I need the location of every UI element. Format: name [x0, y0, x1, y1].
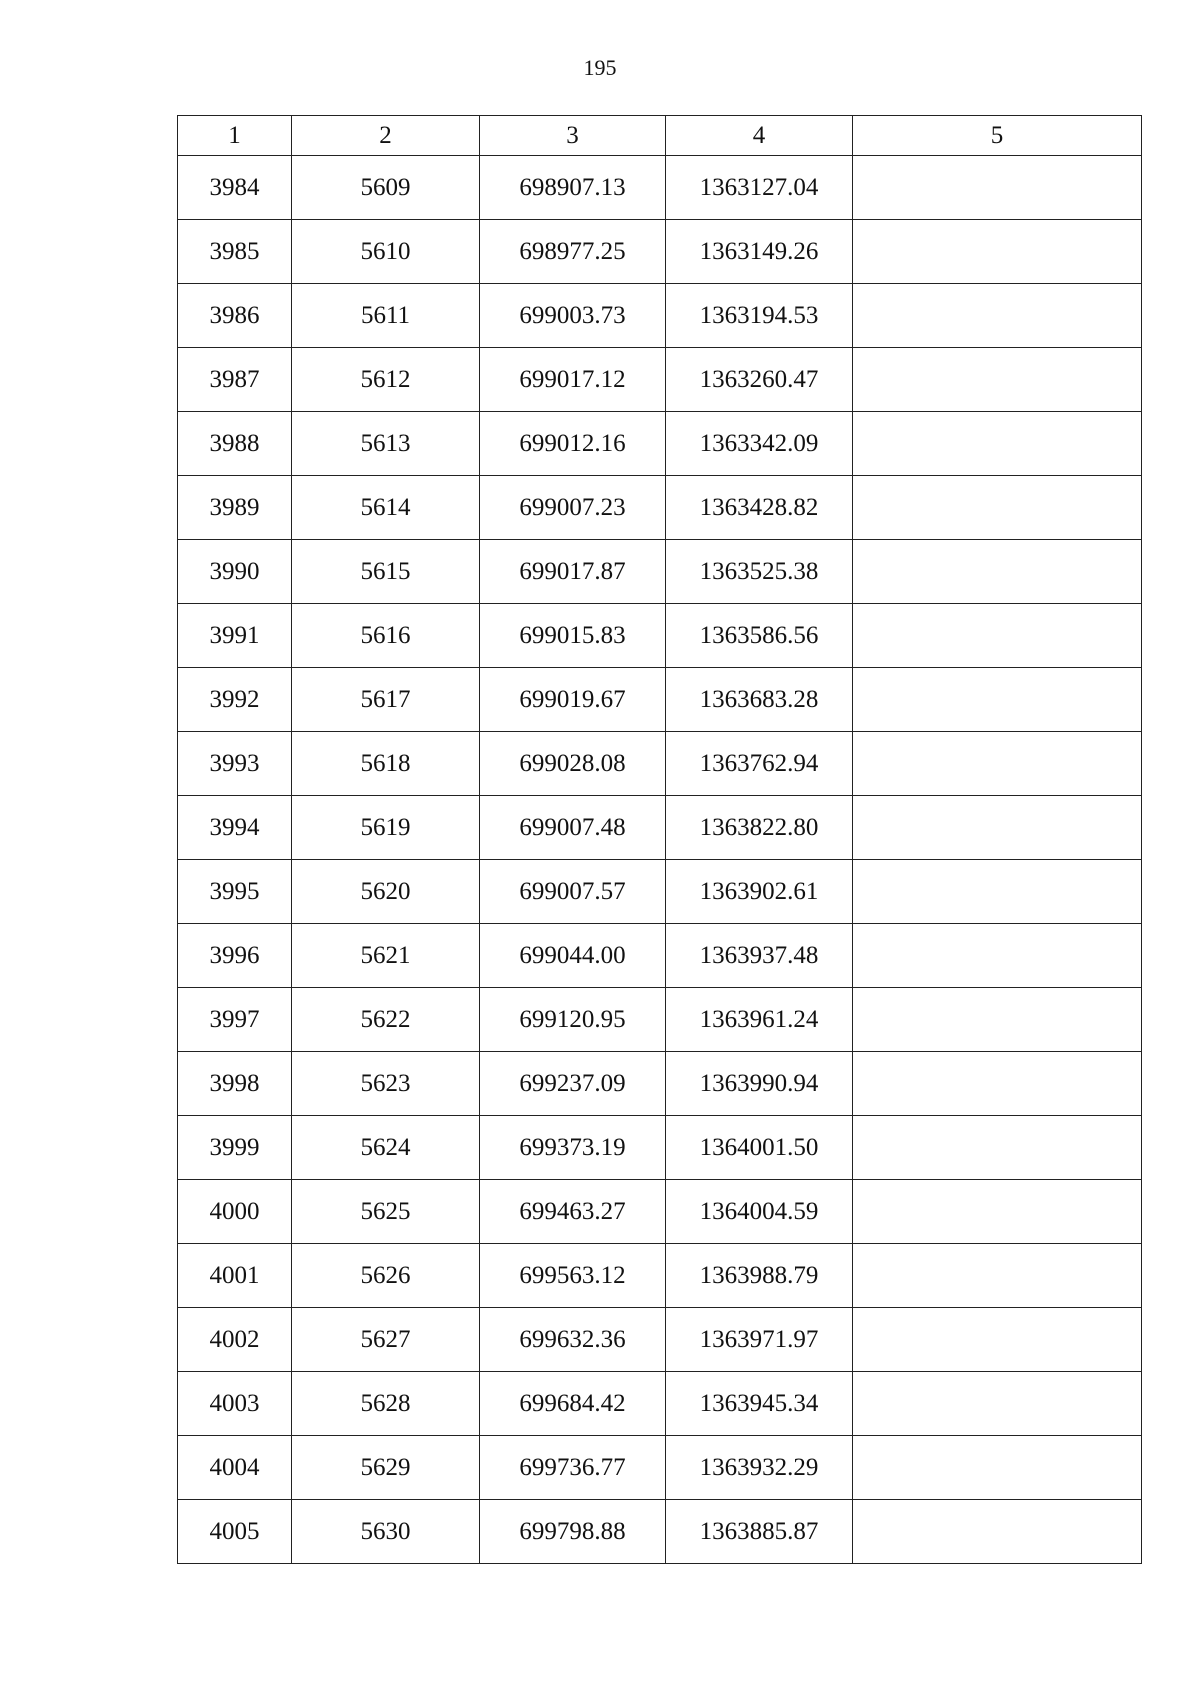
table-cell [853, 860, 1142, 924]
table-cell: 5620 [292, 860, 480, 924]
table-cell [853, 732, 1142, 796]
table-row [178, 668, 1142, 732]
table-cell: 1363149.26 [666, 220, 853, 284]
table-row [178, 156, 1142, 220]
table-cell: 4004 [178, 1436, 292, 1500]
table-cell: 1364001.50 [666, 1116, 853, 1180]
table-cell: 4005 [178, 1500, 292, 1564]
table-cell: 5614 [292, 476, 480, 540]
table-cell [853, 476, 1142, 540]
table-cell: 1363194.53 [666, 284, 853, 348]
table-body [178, 156, 1142, 1564]
table-cell: 699120.95 [480, 988, 666, 1052]
table-header-row [178, 116, 1142, 156]
table-cell: 4002 [178, 1308, 292, 1372]
table-row [178, 348, 1142, 412]
table-cell: 1363822.80 [666, 796, 853, 860]
table-cell: 699007.57 [480, 860, 666, 924]
table-cell [853, 1116, 1142, 1180]
table-cell: 1363428.82 [666, 476, 853, 540]
column-header: 5 [853, 116, 1142, 156]
table-cell: 1363342.09 [666, 412, 853, 476]
table-cell [853, 1500, 1142, 1564]
table-cell: 3992 [178, 668, 292, 732]
table-cell: 699463.27 [480, 1180, 666, 1244]
table-cell: 1363971.97 [666, 1308, 853, 1372]
table-cell: 5615 [292, 540, 480, 604]
table-cell: 5622 [292, 988, 480, 1052]
table-cell: 699007.48 [480, 796, 666, 860]
table-row [178, 924, 1142, 988]
table-cell: 1363762.94 [666, 732, 853, 796]
table-cell: 5613 [292, 412, 480, 476]
table-cell: 5616 [292, 604, 480, 668]
table-cell: 3991 [178, 604, 292, 668]
table-cell: 699632.36 [480, 1308, 666, 1372]
table-cell: 699044.00 [480, 924, 666, 988]
column-header: 4 [666, 116, 853, 156]
coordinates-table [177, 115, 1142, 1564]
table-cell: 5623 [292, 1052, 480, 1116]
table-cell: 5610 [292, 220, 480, 284]
table-row [178, 412, 1142, 476]
table-row [178, 988, 1142, 1052]
table-cell: 5619 [292, 796, 480, 860]
table-cell: 1363932.29 [666, 1436, 853, 1500]
table-cell: 699015.83 [480, 604, 666, 668]
table-row [178, 1308, 1142, 1372]
table-cell: 3984 [178, 156, 292, 220]
table-cell: 5621 [292, 924, 480, 988]
table-cell: 5625 [292, 1180, 480, 1244]
table-row [178, 1500, 1142, 1564]
table-row [178, 1244, 1142, 1308]
table-row [178, 604, 1142, 668]
table-cell: 699736.77 [480, 1436, 666, 1500]
column-header: 3 [480, 116, 666, 156]
table-cell: 699028.08 [480, 732, 666, 796]
table-cell [853, 412, 1142, 476]
table-cell: 3999 [178, 1116, 292, 1180]
table-row [178, 1372, 1142, 1436]
table-row [178, 1052, 1142, 1116]
table-cell: 699019.67 [480, 668, 666, 732]
table-cell: 1363525.38 [666, 540, 853, 604]
table-cell: 5627 [292, 1308, 480, 1372]
table-cell [853, 604, 1142, 668]
table-cell: 699003.73 [480, 284, 666, 348]
table-cell: 1363127.04 [666, 156, 853, 220]
table-cell: 3996 [178, 924, 292, 988]
table-cell: 4003 [178, 1372, 292, 1436]
table-cell: 1363988.79 [666, 1244, 853, 1308]
column-header: 1 [178, 116, 292, 156]
table-cell [853, 156, 1142, 220]
table-row [178, 796, 1142, 860]
table-cell: 5612 [292, 348, 480, 412]
table-cell: 3987 [178, 348, 292, 412]
table-cell: 3989 [178, 476, 292, 540]
table-cell: 5628 [292, 1372, 480, 1436]
table-cell [853, 540, 1142, 604]
page-number: 195 [583, 55, 617, 80]
table-row [178, 1180, 1142, 1244]
table-cell: 1363945.34 [666, 1372, 853, 1436]
table-cell: 699017.87 [480, 540, 666, 604]
table-cell: 3994 [178, 796, 292, 860]
table-cell: 5626 [292, 1244, 480, 1308]
table-cell: 698907.13 [480, 156, 666, 220]
table-cell: 699373.19 [480, 1116, 666, 1180]
table-cell: 699684.42 [480, 1372, 666, 1436]
table-cell: 1363885.87 [666, 1500, 853, 1564]
table-cell: 3986 [178, 284, 292, 348]
table-row [178, 1116, 1142, 1180]
table-cell: 1363961.24 [666, 988, 853, 1052]
table-cell: 1364004.59 [666, 1180, 853, 1244]
table-cell [853, 1372, 1142, 1436]
table-cell [853, 1052, 1142, 1116]
table-cell: 699017.12 [480, 348, 666, 412]
table-cell [853, 668, 1142, 732]
table-cell [853, 796, 1142, 860]
table-row [178, 1436, 1142, 1500]
column-header: 2 [292, 116, 480, 156]
table-cell: 3990 [178, 540, 292, 604]
table-cell: 5624 [292, 1116, 480, 1180]
table-cell [853, 924, 1142, 988]
table-row [178, 732, 1142, 796]
table-row [178, 476, 1142, 540]
table-cell: 1363902.61 [666, 860, 853, 924]
table-cell: 5630 [292, 1500, 480, 1564]
table-cell: 3995 [178, 860, 292, 924]
table-cell [853, 220, 1142, 284]
table-row [178, 284, 1142, 348]
table-cell: 1363937.48 [666, 924, 853, 988]
table-cell: 699563.12 [480, 1244, 666, 1308]
table-cell: 5618 [292, 732, 480, 796]
table-cell: 5629 [292, 1436, 480, 1500]
table-cell: 3988 [178, 412, 292, 476]
table-row [178, 220, 1142, 284]
table-cell: 4000 [178, 1180, 292, 1244]
table-cell: 1363586.56 [666, 604, 853, 668]
table-cell: 1363683.28 [666, 668, 853, 732]
table-cell: 5617 [292, 668, 480, 732]
table-cell [853, 348, 1142, 412]
table-cell: 3985 [178, 220, 292, 284]
table-cell [853, 1436, 1142, 1500]
table-cell: 1363260.47 [666, 348, 853, 412]
table-cell [853, 284, 1142, 348]
table-cell: 3993 [178, 732, 292, 796]
table-cell [853, 1244, 1142, 1308]
table-cell: 4001 [178, 1244, 292, 1308]
table-cell: 5609 [292, 156, 480, 220]
table-cell: 1363990.94 [666, 1052, 853, 1116]
table-cell: 699007.23 [480, 476, 666, 540]
table-cell: 699012.16 [480, 412, 666, 476]
table-cell: 3997 [178, 988, 292, 1052]
table-row [178, 540, 1142, 604]
table-cell [853, 1308, 1142, 1372]
table-row [178, 860, 1142, 924]
table-cell [853, 988, 1142, 1052]
table-cell: 5611 [292, 284, 480, 348]
table-cell [853, 1180, 1142, 1244]
table-cell: 699237.09 [480, 1052, 666, 1116]
table-cell: 698977.25 [480, 220, 666, 284]
table-cell: 699798.88 [480, 1500, 666, 1564]
table-cell: 3998 [178, 1052, 292, 1116]
